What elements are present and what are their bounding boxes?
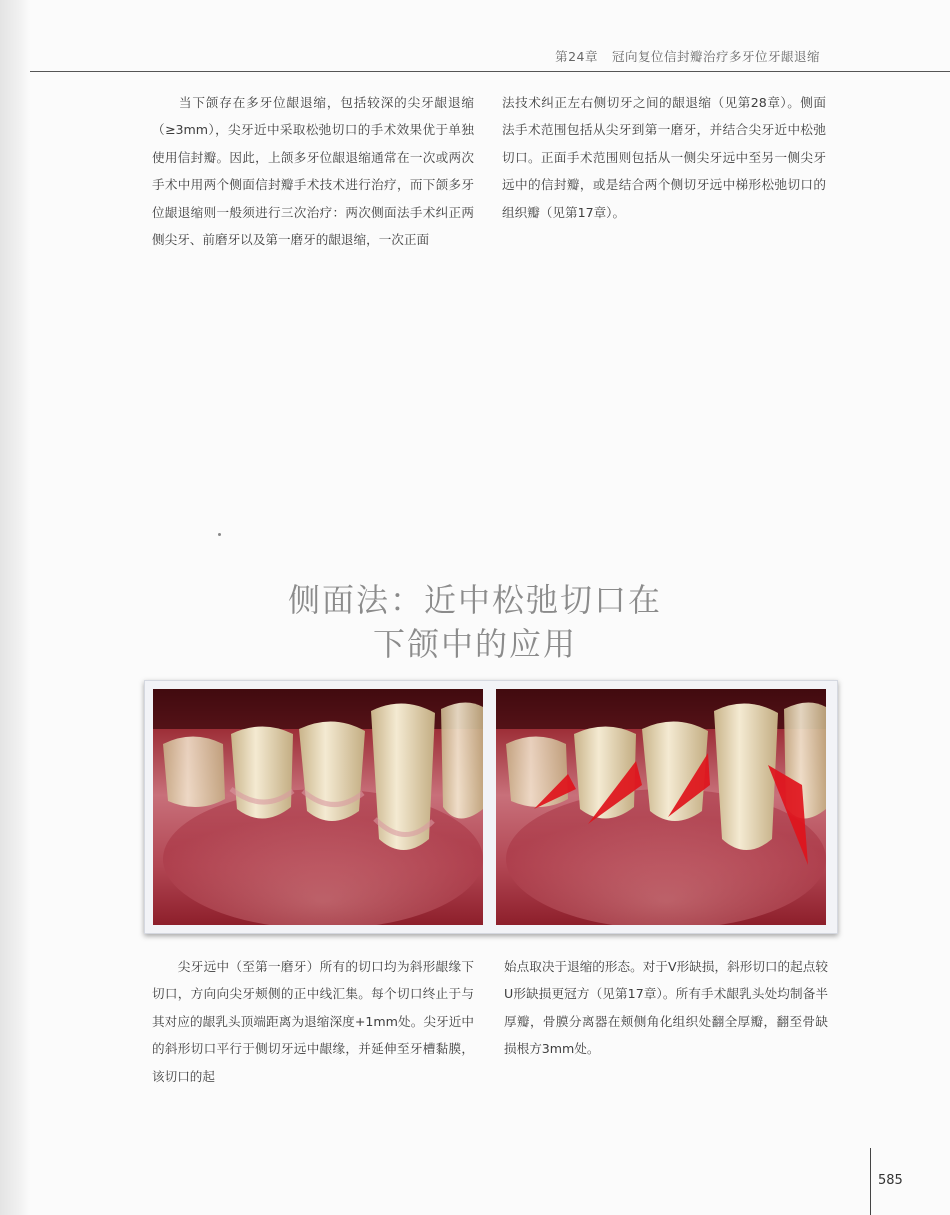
teeth-photo-with-incisions [496, 689, 826, 925]
section-title [0, 578, 950, 666]
body-top-column-1: 当下颌存在多牙位龈退缩，包括较深的尖牙龈退缩（≥3mm），尖牙近中采取松弛切口的手术效果优于单独使用信封瓣。因此，上颌多牙位龈退缩通常在一次或两次手术中用两个侧面信封瓣手术技术进行治疗，而下颌多牙位龈退缩则一般须进行三次治疗：两次侧面法手术纠正两侧尖牙、前磨牙以及第一磨牙的龈退缩，一次正面 [152, 95, 474, 248]
running-header [555, 47, 820, 65]
header-chapter: 第24章 [555, 49, 598, 64]
header-title: 冠向复位信封瓣治疗多牙位牙龈退缩 [611, 49, 820, 64]
page-number: 585 [878, 1173, 903, 1188]
teeth-photo-illustration [153, 689, 483, 925]
body-top-column-2: 法技术纠正左右侧切牙之间的龈退缩（见第28章）。侧面法手术范围包括从尖牙到第一磨牙，并结合尖牙近中松弛切口。正面手术范围则包括从一侧尖牙远中至另一侧尖牙远中的信封瓣，或是结合两个侧切牙远中梯形松弛切口的组织瓣（见第17章）。 [502, 95, 826, 220]
page-number-rule [870, 1148, 871, 1215]
body-bottom-column-1: 尖牙远中（至第一磨牙）所有的切口均为斜形龈缘下切口，方向向尖牙颊侧的正中线汇集。每个切口终止于与其对应的龈乳头顶端距离为退缩深度+1mm处。尖牙近中的斜形切口平行于侧切牙远中龈缘，并延伸至牙槽黏膜，该切口的起 [152, 959, 474, 1084]
body-bottom-column-2: 始点取决于退缩的形态。对于V形缺损，斜形切口的起点较U形缺损更冠方（见第17章）。所有手术龈乳头处均制备半厚瓣，骨膜分离器在颊侧角化组织处翻全厚瓣，翻至骨缺损根方3mm处。 [504, 959, 828, 1057]
clinical-figure [144, 680, 838, 934]
print-speck [218, 533, 221, 536]
clinical-photo-right-incisions [496, 689, 826, 925]
clinical-photo-left [153, 689, 483, 925]
section-title-line-1: 侧面法：近中松弛切口在 [287, 580, 662, 619]
header-rule [30, 71, 950, 72]
section-title-line-2: 下颌中的应用 [372, 624, 577, 663]
